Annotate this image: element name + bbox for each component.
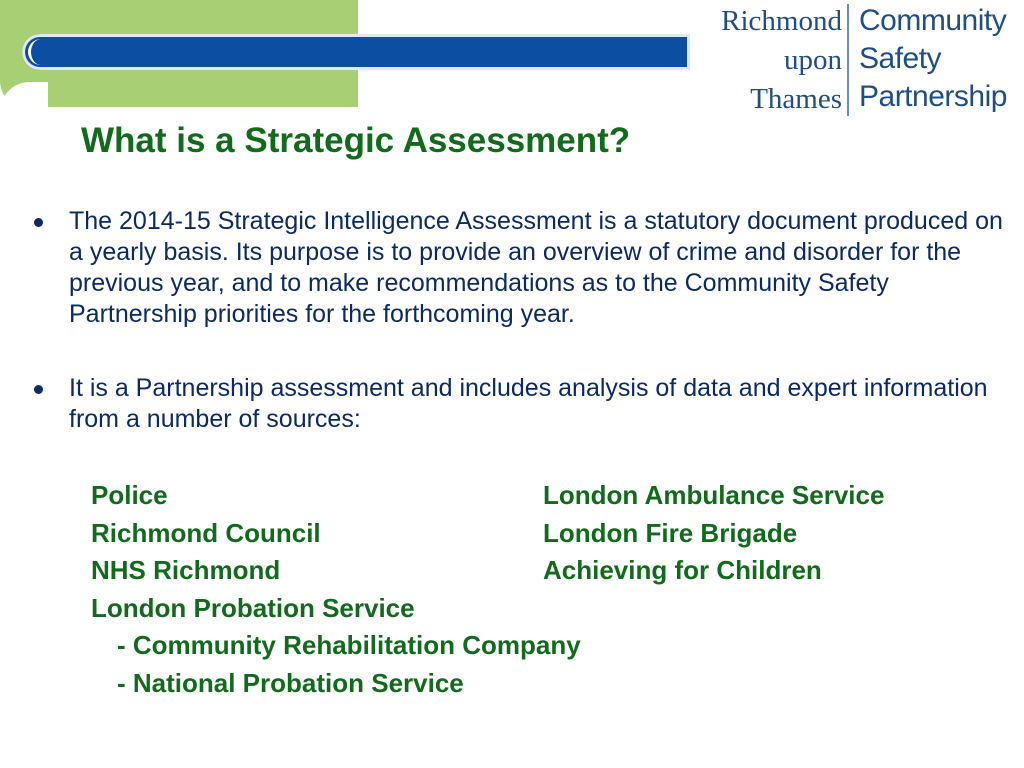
bullet-dot — [34, 385, 43, 394]
source-item: London Probation Service — [91, 592, 415, 623]
logo-partnership-name: Community Safety Partnership — [859, 4, 1007, 113]
source-item: London Ambulance Service — [543, 480, 885, 510]
bullet-dot — [34, 218, 43, 227]
partnership-logo — [698, 0, 1024, 120]
bullet-text: It is a Partnership assessment and includes analysis of data and expert information from a number of sources: — [69, 374, 988, 433]
source-item: Police — [91, 480, 168, 510]
source-item: London Fire Brigade — [543, 517, 798, 548]
slide-title: What is a Strategic Assessment? — [81, 121, 631, 160]
bullet-partnership — [34, 373, 1009, 435]
sources-left-column — [91, 477, 581, 703]
source-item: NHS Richmond — [91, 555, 281, 586]
source-item: Achieving for Children — [543, 555, 822, 586]
source-subitem: - Community Rehabilitation Company — [117, 630, 581, 661]
logo-borough-name: Richmond upon Thames — [721, 5, 842, 115]
sources-right-column — [543, 477, 884, 590]
logo-divider — [847, 4, 849, 116]
bullet-purpose — [34, 206, 1009, 330]
header-blue-bar — [22, 34, 690, 70]
source-subitem: - National Probation Service — [117, 667, 464, 698]
source-item: Richmond Council — [91, 517, 321, 548]
bullet-text: The 2014-15 Strategic Intelligence Assessment is a statutory document produced on a yearly basis. Its purpose is to provide an overview of crime and disorder for the previous year, and to make recommendations as to the Community Safety Partnership priorities for the forthcoming year. — [69, 207, 1003, 328]
